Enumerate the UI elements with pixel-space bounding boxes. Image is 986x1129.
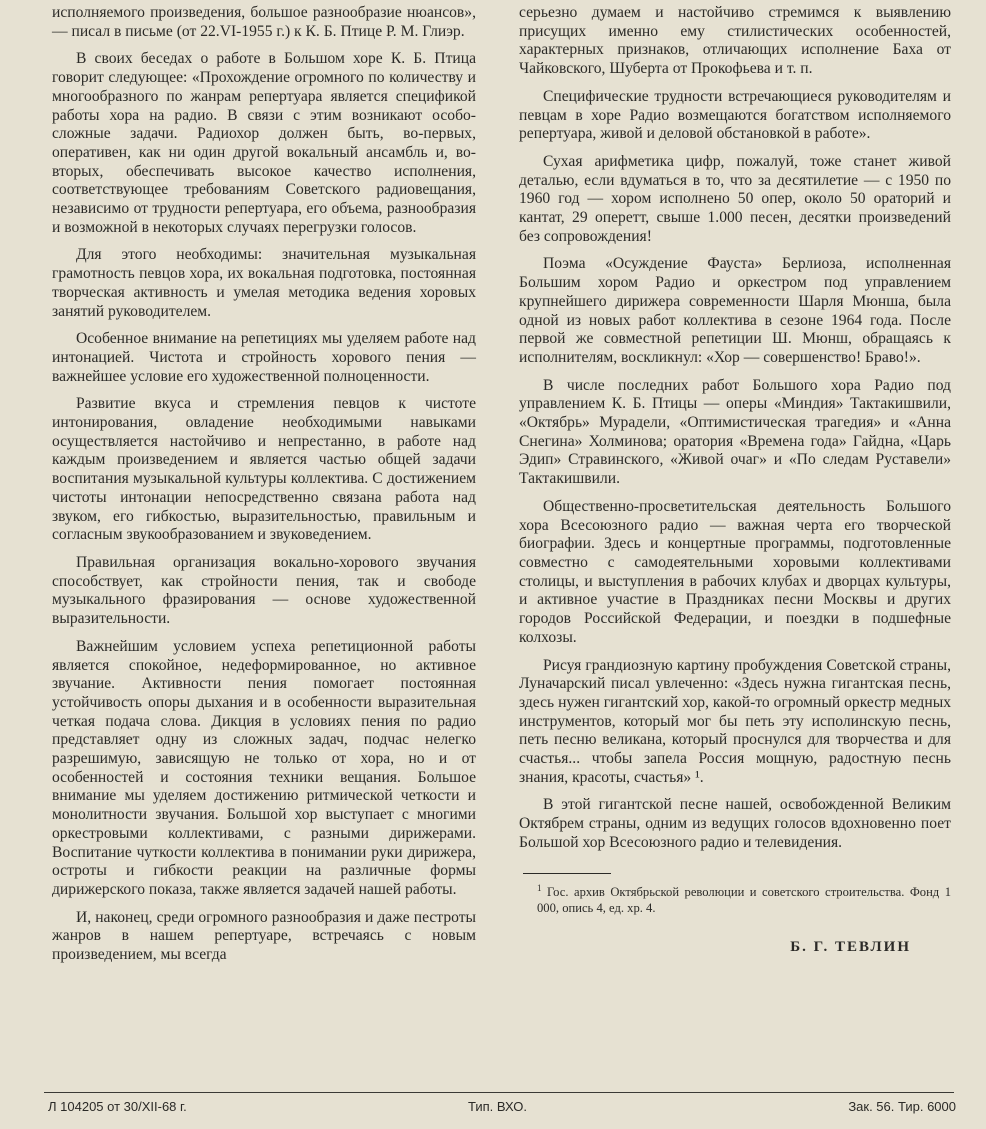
paragraph: В своих беседах о работе в Большом хоре К. Б. Птица говорит следующее: «Прохождение огромного по количеству и многообразного по жанрам репертуара является спецификой работы хора на радио. В связи с этим возникают особо-сложные задачи. Радиохор должен быть, во-первых, оперативен, как ни один другой вокальный ансамбль и, во-вторых, обеспечивать высокое качество исполнения, соответствующее требованиям Советского радиовещания, независимо от трудности репертуара, его объема, разнообразия и возможной в некоторых случаях перегрузки голосов. [52, 50, 476, 236]
paragraph: Развитие вкуса и стремления певцов к чистоте интонирования, овладение необходимыми навыками осуществляется настойчиво и непрестанно, в работе над каждым произведением и является частью общей задачи воспитания музыкальной культуры коллектива. С достижением чистоты интонации непосредственно связана работа над звуком, его гибкостью, выразительностью, правильным и согласным звукообразованием и звуковедением. [52, 395, 476, 544]
paragraph: Специфические трудности встречающиеся руководителям и певцам в хоре Радио возмещаются богатством исполняемого репертуара, живой и деловой обстановкой в работе». [519, 87, 951, 143]
paragraph: В этой гигантской песне нашей, освобожденной Великим Октябрем страны, одним из ведущих голосов вдохновенно поет Большой хор Всесоюзного радио и телевидения. [519, 796, 951, 851]
paragraph: Сухая арифметика цифр, пожалуй, тоже станет живой деталью, если вдуматься в то, что за десятилетие — с 1950 по 1960 год — хором исполнено 50 опер, около 50 ораторий и кантат, 29 оперетт, свыше 1.000 песен, десятки произведений без сопровождения! [519, 152, 951, 245]
paragraph: исполняемого произведения, большое разнообразие нюансов», — писал в письме (от 22.VI-1955 г.) к К. Б. Птице Р. М. Глиэр. [52, 4, 476, 40]
left-column [52, 4, 476, 965]
paragraph: Правильная организация вокально-хорового звучания способствует, как стройности пения, так и свободе музыкального фразирования — основе художественной выразительности. [52, 553, 476, 628]
imprint-license: Л 104205 от 30/XII-68 г. [48, 1099, 187, 1114]
footnote-marker: 1 [537, 882, 542, 893]
paragraph: Для этого необходимы: значительная музыкальная грамотность певцов хора, их вокальная подготовка, постоянная творческая активность и умелая методика ведения хоровых занятий руководителем. [52, 246, 476, 320]
imprint-order: Зак. 56. Тир. 6000 [848, 1099, 956, 1114]
paragraph: Поэма «Осуждение Фауста» Берлиоза, исполненная Большим хором Радио и оркестром под управлением крупнейшего дирижера современности Шарля Мюнша, была одной из новых работ коллектива в сезоне 1964 года. После первой же совместной репетиции Ш. Мюнш, обращаясь к исполнителям, воскликнул: «Хор — совершенство! Браво!». [519, 255, 951, 366]
paragraph: Важнейшим условием успеха репетиционной работы является спокойное, недеформированное, но активное звучание. Активности пения помогает постоянная устойчивость опоры дыхания и в особенности выразительная четкая подача слова. Дикция в условиях пения по радио представляет одну из сложных задач, подчас нелегко разрешимую, зависящую не только от хора, но и от особенностей и состояния техники вещания. Большое внимание мы уделяем достижению ритмической четкости и монолитности звучания. Большой хор выступает с многими оркестровыми коллективами, с разными дирижерами. Воспитание чуткости коллектива в понимании руки дирижера, остроты и гибкости реакции на различные формы дирижерского показа, также является задачей нашей работы. [52, 637, 476, 898]
paragraph: Рисуя грандиозную картину пробуждения Советской страны, Луначарский писал увлеченно: «Здесь нужна гигантская песнь, здесь нужен гигантский хор, какой-то огромный оркестр медных инструментов, который мог бы петь эту исполинскую песнь, петь песню великана, который проснулся для творчества и для счастья... чтобы запела Россия мощную, радостную песнь знания, красоты, счастья» ¹. [519, 656, 951, 786]
right-column [519, 4, 951, 956]
imprint-printer: Тип. ВХО. [468, 1099, 527, 1114]
paragraph: серьезно думаем и настойчиво стремимся к выявлению присущих именно ему стилистических особенностей, характерных признаков, отличающих исполнение Баха от Чайковского, Шуберта от Прокофьева и т. п. [519, 4, 951, 78]
bottom-divider [44, 1092, 954, 1093]
footnote [519, 880, 951, 916]
paragraph: В числе последних работ Большого хора Радио под управлением К. Б. Птицы — оперы «Миндия» Тактакишвили, «Октябрь» Мурадели, «Оптимистическая трагедия» и «Анна Снегина» Холминова; оратория «Времена года» Гайдна, «Царь Эдип» Стравинского, «Живой очаг» и «По следам Руставели» Тактакишвили. [519, 376, 951, 488]
paragraph: Общественно-просветительская деятельность Большого хора Всесоюзного радио — важная черта его творческой биографии. Здесь и концертные программы, подготовленные совместно с самодеятельными хоровыми коллективами столицы, и выступления в рабочих клубах и дворцах культуры, и активное участие в Праздниках песни Москвы и других городов Российской Федерации, и поездки в подшефные колхозы. [519, 497, 951, 646]
paragraph: И, наконец, среди огромного разнообразия и даже пестроты жанров в нашем репертуаре, встречаясь с новым произведением, мы всегда [52, 908, 476, 964]
author-signature: Б. Г. ТЕВЛИН [790, 938, 911, 955]
footnote-text: Гос. архив Октябрьской революции и советского строительства. Фонд 1 000, опись 4, ед. хр. 4. [537, 884, 951, 915]
footnote-divider [523, 873, 611, 874]
paragraph: Особенное внимание на репетициях мы уделяем работе над интонацией. Чистота и стройность хорового пения — важнейшее условие его художественной полноценности. [52, 330, 476, 385]
